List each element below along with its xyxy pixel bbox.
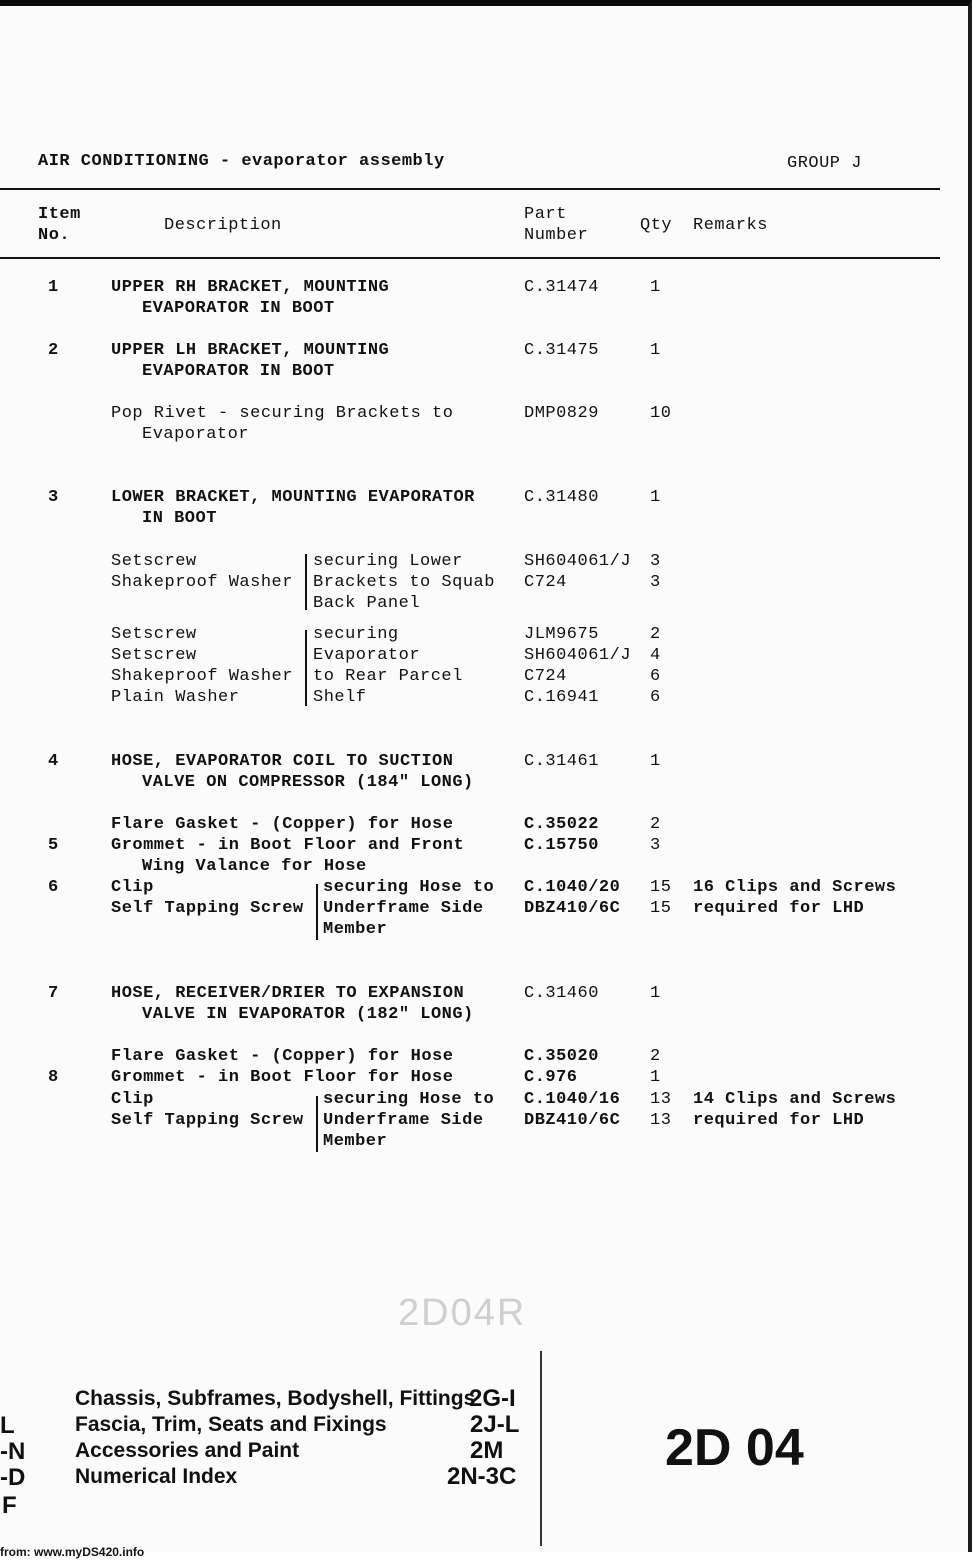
- col-qty: Qty: [640, 216, 673, 235]
- fixing-note: Underframe Side: [323, 1111, 484, 1130]
- ghost-stamp: 2D04R: [398, 1292, 527, 1334]
- quantity: 15: [650, 878, 672, 897]
- fixing-note: Evaporator: [313, 646, 421, 665]
- edge-letter: L: [0, 1412, 15, 1439]
- brace-bar: [316, 1096, 318, 1152]
- page-code: 2D 04: [665, 1419, 804, 1477]
- part-number: C.1040/16: [524, 1090, 621, 1109]
- footer-index-code: 2N-3C: [447, 1463, 517, 1490]
- footer-index-label: Chassis, Subframes, Bodyshell, Fittings: [75, 1387, 476, 1410]
- footer-index-code: 2M: [470, 1437, 504, 1464]
- part-number: C.16941: [524, 688, 599, 707]
- quantity: 1: [650, 1068, 661, 1087]
- part-number: DBZ410/6C: [524, 1111, 621, 1130]
- part-description: Plain Washer: [111, 688, 240, 707]
- part-description: Clip: [111, 1090, 154, 1109]
- part-description: Self Tapping Screw: [111, 1111, 304, 1130]
- item-number: 8: [48, 1068, 59, 1087]
- fixing-note: Shelf: [313, 688, 367, 707]
- item-number: 4: [48, 752, 59, 771]
- footer-index-label: Fascia, Trim, Seats and Fixings: [75, 1413, 387, 1436]
- quantity: 1: [650, 752, 661, 771]
- fixing-note: to Rear Parcel: [313, 667, 463, 686]
- footer-index-label: Accessories and Paint: [75, 1439, 300, 1462]
- item-number: 3: [48, 488, 59, 507]
- col-item-line2: No.: [38, 226, 71, 245]
- quantity: 10: [650, 404, 672, 423]
- part-description: Setscrew: [111, 646, 197, 665]
- group-label: GROUP J: [787, 154, 862, 173]
- edge-letter: -N: [0, 1438, 26, 1465]
- edge-letter: -D: [0, 1464, 26, 1491]
- part-description: VALVE IN EVAPORATOR (182" LONG): [142, 1005, 474, 1024]
- footer-divider: [540, 1351, 542, 1546]
- part-number: JLM9675: [524, 625, 599, 644]
- part-description: Flare Gasket - (Copper) for Hose: [111, 1047, 454, 1066]
- item-number: 1: [48, 278, 59, 297]
- part-number: C.31480: [524, 488, 599, 507]
- quantity: 4: [650, 646, 661, 665]
- part-number: C.35020: [524, 1047, 599, 1066]
- part-number: C724: [524, 573, 567, 592]
- part-description: Evaporator: [142, 425, 250, 444]
- quantity: 3: [650, 836, 661, 855]
- fixing-note: Brackets to Squab: [313, 573, 495, 592]
- part-number: C.976: [524, 1068, 578, 1087]
- fixing-note: Member: [323, 920, 388, 939]
- quantity: 3: [650, 552, 661, 571]
- col-part-line2: Number: [524, 226, 589, 245]
- remarks: 14 Clips and Screws: [693, 1090, 897, 1109]
- part-number: SH604061/J: [524, 646, 632, 665]
- part-description: Self Tapping Screw: [111, 899, 304, 918]
- brace-bar: [316, 884, 318, 940]
- part-number: C.31474: [524, 278, 599, 297]
- quantity: 13: [650, 1090, 672, 1109]
- quantity: 6: [650, 667, 661, 686]
- item-number: 6: [48, 878, 59, 897]
- fixing-note: Underframe Side: [323, 899, 484, 918]
- item-number: 7: [48, 984, 59, 1003]
- item-number: 5: [48, 836, 59, 855]
- fixing-note: securing Hose to: [323, 878, 495, 897]
- fixing-note: securing: [313, 625, 399, 644]
- remarks: required for LHD: [693, 899, 865, 918]
- part-description: Grommet - in Boot Floor and Front: [111, 836, 465, 855]
- part-number: C.31460: [524, 984, 599, 1003]
- fixing-note: Back Panel: [313, 594, 421, 613]
- part-description: Shakeproof Washer: [111, 667, 293, 686]
- quantity: 1: [650, 488, 661, 507]
- part-number: SH604061/J: [524, 552, 632, 571]
- part-description: UPPER RH BRACKET, MOUNTING: [111, 278, 390, 297]
- part-number: C.35022: [524, 815, 599, 834]
- brace-bar: [305, 630, 307, 706]
- quantity: 1: [650, 278, 661, 297]
- part-description: EVAPORATOR IN BOOT: [142, 299, 335, 318]
- part-number: C724: [524, 667, 567, 686]
- remarks: required for LHD: [693, 1111, 865, 1130]
- header-rule-top: [0, 188, 940, 190]
- quantity: 13: [650, 1111, 672, 1130]
- part-description: VALVE ON COMPRESSOR (184" LONG): [142, 773, 474, 792]
- part-description: IN BOOT: [142, 509, 217, 528]
- item-number: 2: [48, 341, 59, 360]
- part-description: Setscrew: [111, 625, 197, 644]
- edge-letter: F: [2, 1492, 17, 1519]
- part-description: Wing Valance for Hose: [142, 857, 367, 876]
- col-item-line1: Item: [38, 205, 81, 224]
- col-description: Description: [164, 216, 282, 235]
- quantity: 15: [650, 899, 672, 918]
- part-description: Clip: [111, 878, 154, 897]
- part-number: DMP0829: [524, 404, 599, 423]
- part-description: HOSE, EVAPORATOR COIL TO SUCTION: [111, 752, 454, 771]
- part-description: EVAPORATOR IN BOOT: [142, 362, 335, 381]
- col-remarks: Remarks: [693, 216, 768, 235]
- quantity: 1: [650, 984, 661, 1003]
- footer-index-label: Numerical Index: [75, 1465, 238, 1488]
- remarks: 16 Clips and Screws: [693, 878, 897, 897]
- quantity: 2: [650, 815, 661, 834]
- part-description: HOSE, RECEIVER/DRIER TO EXPANSION: [111, 984, 465, 1003]
- part-number: C.31461: [524, 752, 599, 771]
- part-description: Pop Rivet - securing Brackets to: [111, 404, 454, 423]
- part-number: DBZ410/6C: [524, 899, 621, 918]
- quantity: 2: [650, 625, 661, 644]
- header-rule-bottom: [0, 257, 940, 259]
- part-description: LOWER BRACKET, MOUNTING EVAPORATOR: [111, 488, 475, 507]
- part-description: Shakeproof Washer: [111, 573, 293, 592]
- brace-bar: [305, 554, 307, 610]
- footer-index-code: 2J-L: [470, 1411, 520, 1438]
- part-description: Setscrew: [111, 552, 197, 571]
- footer-index-code: 2G-I: [469, 1385, 516, 1412]
- source-credit: from: www.myDS420.info: [0, 1545, 145, 1559]
- part-description: Grommet - in Boot Floor for Hose: [111, 1068, 454, 1087]
- quantity: 2: [650, 1047, 661, 1066]
- quantity: 6: [650, 688, 661, 707]
- fixing-note: Member: [323, 1132, 388, 1151]
- quantity: 1: [650, 341, 661, 360]
- part-number: C.1040/20: [524, 878, 621, 897]
- fixing-note: securing Lower: [313, 552, 463, 571]
- part-description: Flare Gasket - (Copper) for Hose: [111, 815, 454, 834]
- col-part-line1: Part: [524, 205, 567, 224]
- fixing-note: securing Hose to: [323, 1090, 495, 1109]
- part-number: C.15750: [524, 836, 599, 855]
- part-description: UPPER LH BRACKET, MOUNTING: [111, 341, 390, 360]
- part-number: C.31475: [524, 341, 599, 360]
- section-title: AIR CONDITIONING - evaporator assembly: [38, 152, 445, 171]
- quantity: 3: [650, 573, 661, 592]
